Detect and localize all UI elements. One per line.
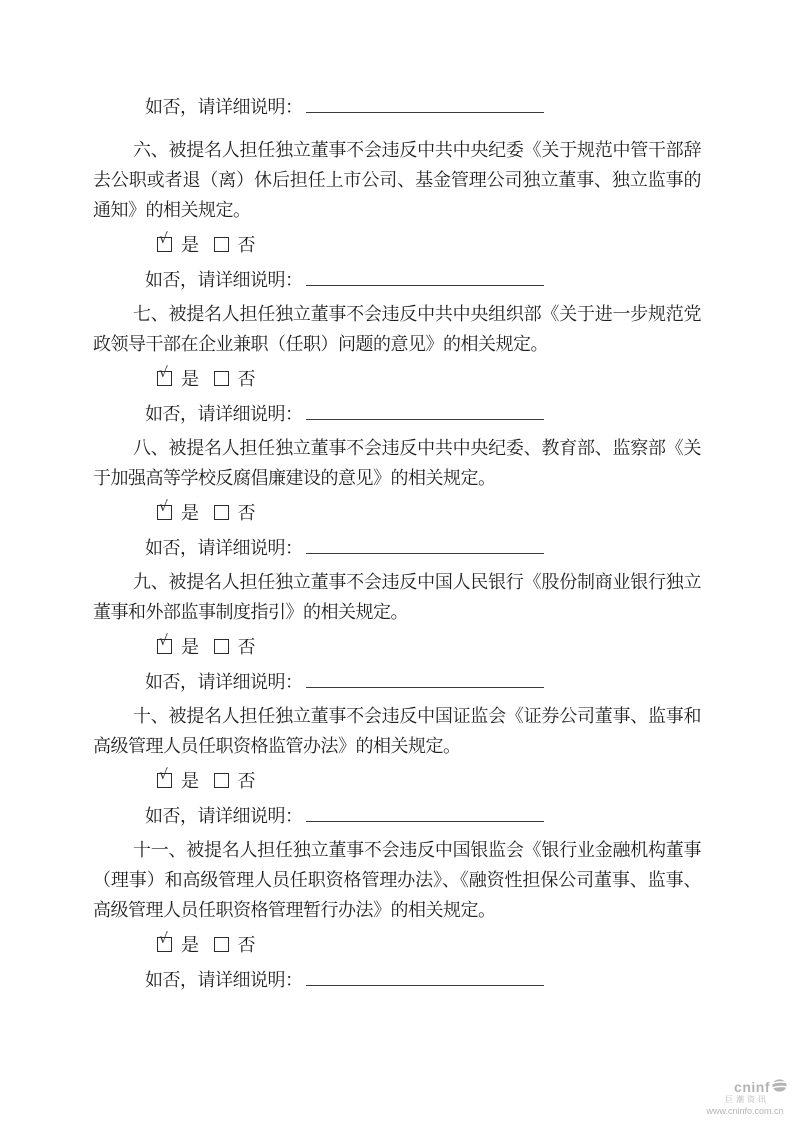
followup-line	[93, 965, 701, 995]
followup-label: 如否，请详细说明：	[145, 404, 303, 424]
yes-no-row	[93, 766, 701, 796]
declaration-item	[93, 835, 701, 995]
yes-label: 是	[181, 637, 199, 657]
yes-no-row	[93, 632, 701, 662]
item-text: 七、被提名人担任独立董事不会违反中共中央组织部《关于进一步规范党政领导干部在企业兼职（任职）问题的意见》的相关规定。	[93, 304, 701, 354]
yes-no-row	[93, 930, 701, 960]
cninfo-brand-row	[698, 1079, 792, 1094]
checkbox-yes	[157, 499, 172, 520]
followup-label: 如否，请详细说明：	[145, 97, 303, 117]
check-mark-icon: √	[159, 767, 168, 783]
checkbox-no	[214, 237, 229, 252]
checkbox-no	[214, 639, 229, 654]
explanation-blank-line	[306, 536, 544, 554]
yes-no-row	[93, 498, 701, 528]
explanation-blank-line	[306, 95, 544, 113]
followup-label: 如否，请详细说明：	[145, 270, 303, 290]
item-text: 八、被提名人担任独立董事不会违反中共中央纪委、教育部、监察部《关于加强高等学校反腐倡廉建设的意见》的相关规定。	[93, 438, 701, 488]
followup-line	[93, 92, 701, 122]
no-label: 否	[237, 935, 255, 955]
yes-label: 是	[181, 369, 199, 389]
followup-line	[93, 399, 701, 429]
explanation-blank-line	[306, 670, 544, 688]
followup-label: 如否，请详细说明：	[145, 672, 303, 692]
checkbox-no	[214, 505, 229, 520]
checkbox-no	[214, 937, 229, 952]
cninfo-brand-text: cninf	[734, 1078, 770, 1095]
followup-label: 如否，请详细说明：	[145, 970, 303, 990]
declaration-item	[93, 299, 701, 429]
declaration-item	[93, 433, 701, 563]
yes-label: 是	[181, 235, 199, 255]
item-text: 十、被提名人担任独立董事不会违反中国证监会《证券公司董事、监事和高级管理人员任职资格监管办法》的相关规定。	[93, 706, 701, 756]
no-label: 否	[237, 637, 255, 657]
check-mark-icon: √	[159, 499, 168, 515]
checkbox-yes	[157, 231, 172, 252]
item-text: 六、被提名人担任独立董事不会违反中共中央纪委《关于规范中管干部辞去公职或者退（离）休后担任上市公司、基金管理公司独立董事、独立监事的通知》的相关规定。	[93, 140, 701, 220]
check-mark-icon: √	[159, 365, 168, 381]
yes-label: 是	[181, 771, 199, 791]
followup-label: 如否，请详细说明：	[145, 538, 303, 558]
cninfo-url: www.cninfo.com.cn	[706, 1106, 784, 1116]
cninfo-watermark	[698, 1079, 792, 1116]
followup-label: 如否，请详细说明：	[145, 806, 303, 826]
explanation-blank-line	[306, 804, 544, 822]
explanation-blank-line	[306, 968, 544, 986]
checkbox-yes	[157, 767, 172, 788]
check-mark-icon: √	[159, 633, 168, 649]
no-label: 否	[237, 369, 255, 389]
explanation-blank-line	[306, 402, 544, 420]
check-mark-icon: √	[159, 931, 168, 947]
no-label: 否	[237, 235, 255, 255]
followup-line	[93, 265, 701, 295]
declaration-item	[93, 135, 701, 295]
yes-label: 是	[181, 935, 199, 955]
no-label: 否	[237, 503, 255, 523]
yes-label: 是	[181, 503, 199, 523]
document-content	[93, 92, 701, 999]
yes-no-row	[93, 364, 701, 394]
followup-line	[93, 533, 701, 563]
explanation-blank-line	[306, 268, 544, 286]
checkbox-yes	[157, 365, 172, 386]
checkbox-no	[214, 371, 229, 386]
no-label: 否	[237, 771, 255, 791]
yes-no-row	[93, 230, 701, 260]
declaration-item	[93, 701, 701, 831]
item-text: 十一、被提名人担任独立董事不会违反中国银监会《银行业金融机构董事（理事）和高级管理人员任职资格管理办法》、《融资性担保公司董事、监事、高级管理人员任职资格管理暂行办法》的相关规定。	[93, 840, 701, 920]
cninfo-brand-chinese: 巨潮资讯	[725, 1095, 769, 1104]
items-container	[93, 135, 701, 995]
checkbox-yes	[157, 931, 172, 952]
checkbox-no	[214, 773, 229, 788]
followup-line	[93, 801, 701, 831]
followup-line	[93, 667, 701, 697]
checkbox-yes	[157, 633, 172, 654]
cninfo-logo-icon	[772, 1079, 787, 1094]
declaration-item	[93, 567, 701, 697]
check-mark-icon: √	[159, 231, 168, 247]
item-text: 九、被提名人担任独立董事不会违反中国人民银行《股份制商业银行独立董事和外部监事制度指引》的相关规定。	[93, 572, 701, 622]
